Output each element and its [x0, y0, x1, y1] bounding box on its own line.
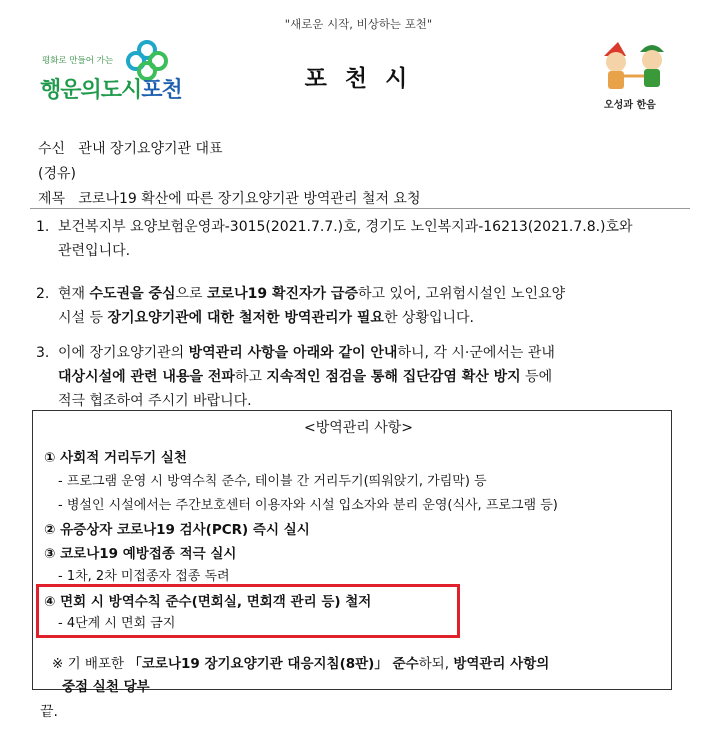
end-mark: 끝. — [40, 704, 58, 720]
bold-run: 장기요양기관에 대한 철저한 방역관리가 필요 — [107, 310, 384, 326]
bold-run: 대상시설에 관련 내용을 전파 — [58, 369, 235, 385]
para-number: 1. — [36, 219, 50, 235]
paragraph-2 — [36, 282, 686, 330]
text-run: 등에 — [520, 369, 553, 385]
bold-run: 방역관리 사항의 — [453, 656, 550, 672]
mascot-label: 오성과 한음 — [604, 100, 656, 111]
text-run: 시설 등 — [58, 310, 108, 326]
bold-run: 코로나19 확진자가 급증 — [207, 286, 358, 302]
guideline-item: ③ 코로나19 예방접종 적극 실시 — [44, 546, 237, 562]
recipient-value: 관내 장기요양기관 대표 — [78, 141, 223, 157]
guideline-subitem: - 프로그램 운영 시 방역수칙 준수, 테이블 간 거리두기(띄워앉기, 가림막) 등 — [58, 474, 487, 489]
bold-run: 지속적인 점검을 통해 집단감염 확산 방지 — [266, 369, 521, 385]
box-note — [52, 652, 549, 672]
para-number: 3. — [36, 345, 50, 361]
subject-value: 코로나19 확산에 따른 장기요양기관 방역관리 철저 요청 — [78, 191, 421, 207]
text-run: 한 상황입니다. — [383, 310, 474, 326]
paragraph-3 — [36, 341, 686, 413]
text-run: ※ 기 배포한 — [52, 656, 129, 672]
subject-row — [38, 188, 420, 208]
text-run: 하니, 각 시·군에서는 관내 — [397, 345, 555, 361]
highlight-annotation — [36, 584, 460, 638]
slogan: "새로운 시작, 비상하는 포천" — [284, 17, 433, 31]
box-title: <방역관리 사항> — [303, 420, 414, 436]
para-line: 관련입니다. — [58, 243, 131, 259]
guideline-item: ② 유증상자 코로나19 검사(PCR) 즉시 실시 — [44, 522, 310, 538]
para-line: 보건복지부 요양보험운영과-3015(2021.7.7.)호, 경기도 노인복지과-16213(2021.7.8.)호와 — [58, 219, 633, 235]
text-run: 으로 — [175, 286, 208, 302]
guideline-subitem: - 병설인 시설에서는 주간보호센터 이용자와 시설 입소자와 분리 운영(식사, 프로그램 등) — [58, 498, 558, 513]
guideline-subitem: - 1차, 2차 미접종자 접종 독려 — [58, 569, 230, 584]
mascot-icon — [596, 38, 676, 96]
subject-label: 제목 — [38, 191, 66, 207]
recipient-label: 수신 — [38, 141, 66, 157]
text-run: 이에 장기요양기관의 — [58, 345, 189, 361]
guideline-item: ④ 면회 시 방역수칙 준수(면회실, 면회객 관리 등) 철저 — [44, 594, 372, 610]
bold-run: 중점 실천 당부 — [62, 679, 150, 695]
paragraph-1 — [36, 215, 686, 263]
box-note-line2 — [62, 675, 150, 695]
via-row: (경유) — [38, 166, 76, 182]
text-run: 현재 — [58, 286, 90, 302]
bold-run: 「코로나19 장기요양기관 대응지침(8판)」 준수 — [128, 656, 419, 672]
bold-run: 방역관리 사항을 아래와 같이 안내 — [188, 345, 398, 361]
bold-run: 수도권을 중심 — [89, 286, 176, 302]
logo-wordmark-a: 행운의도시 — [40, 78, 142, 103]
guideline-item: ① 사회적 거리두기 실천 — [44, 450, 187, 466]
recipient-row — [38, 138, 223, 158]
guideline-subitem: - 4단계 시 면회 금지 — [58, 616, 176, 631]
logo-tagline: 평화로 만들어 가는 — [42, 56, 114, 66]
text-run: 하되, — [418, 656, 454, 672]
text-run: 하고 — [234, 369, 267, 385]
divider — [30, 208, 690, 209]
logo-wordmark-b: 포천 — [141, 78, 182, 103]
text-run: 하고 있어, 고위험시설인 노인요양 — [357, 286, 566, 302]
page-title: 포 천 시 — [304, 66, 413, 92]
para-line: 적극 협조하여 주시기 바랍니다. — [58, 393, 252, 409]
para-number: 2. — [36, 286, 50, 302]
